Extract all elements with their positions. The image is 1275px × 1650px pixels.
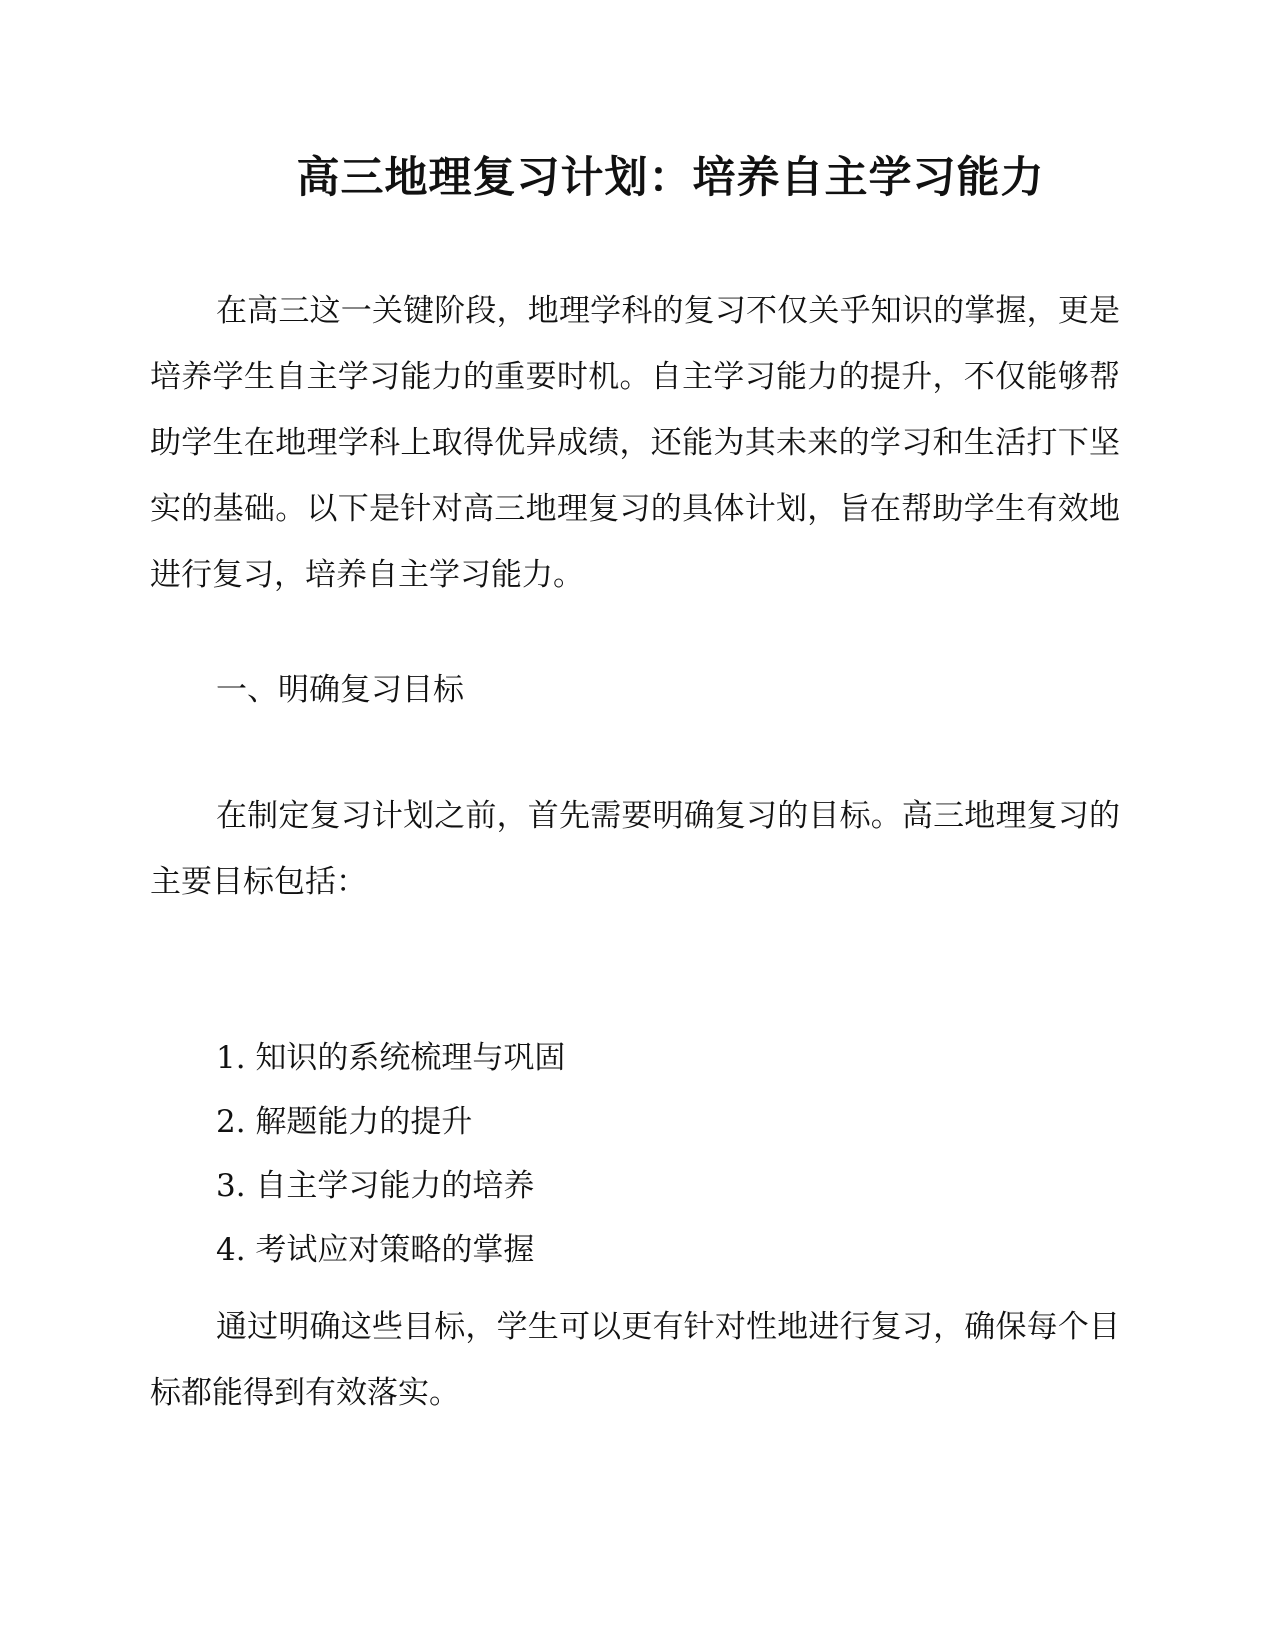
section-heading: 一、明确复习目标 — [216, 672, 464, 708]
list-item: 2. 解题能力的提升 — [216, 1104, 473, 1140]
goal-list — [216, 1025, 565, 1281]
intro-paragraph: 在高三这一关键阶段，地理学科的复习不仅关乎知识的掌握，更是培养学生自主学习能力的重要时机。自主学习能力的提升，不仅能够帮助学生在地理学科上取得优异成绩，还能为其未来的学习和生活打下坚实的基础。以下是针对高三地理复习的具体计划，旨在帮助学生有效地进行复习，培养自主学习能力。 — [150, 293, 1120, 593]
document-title: 高三地理复习计划：培养自主学习能力 — [296, 153, 1045, 203]
list-item: 1. 知识的系统梳理与巩固 — [216, 1040, 566, 1076]
section-lead-paragraph: 在制定复习计划之前，首先需要明确复习的目标。高三地理复习的主要目标包括： — [150, 798, 1120, 900]
list-item: 3. 自主学习能力的培养 — [216, 1168, 535, 1204]
conclusion-paragraph: 通过明确这些目标，学生可以更有针对性地进行复习，确保每个目标都能得到有效落实。 — [150, 1309, 1120, 1411]
list-item: 4. 考试应对策略的掌握 — [216, 1232, 535, 1268]
